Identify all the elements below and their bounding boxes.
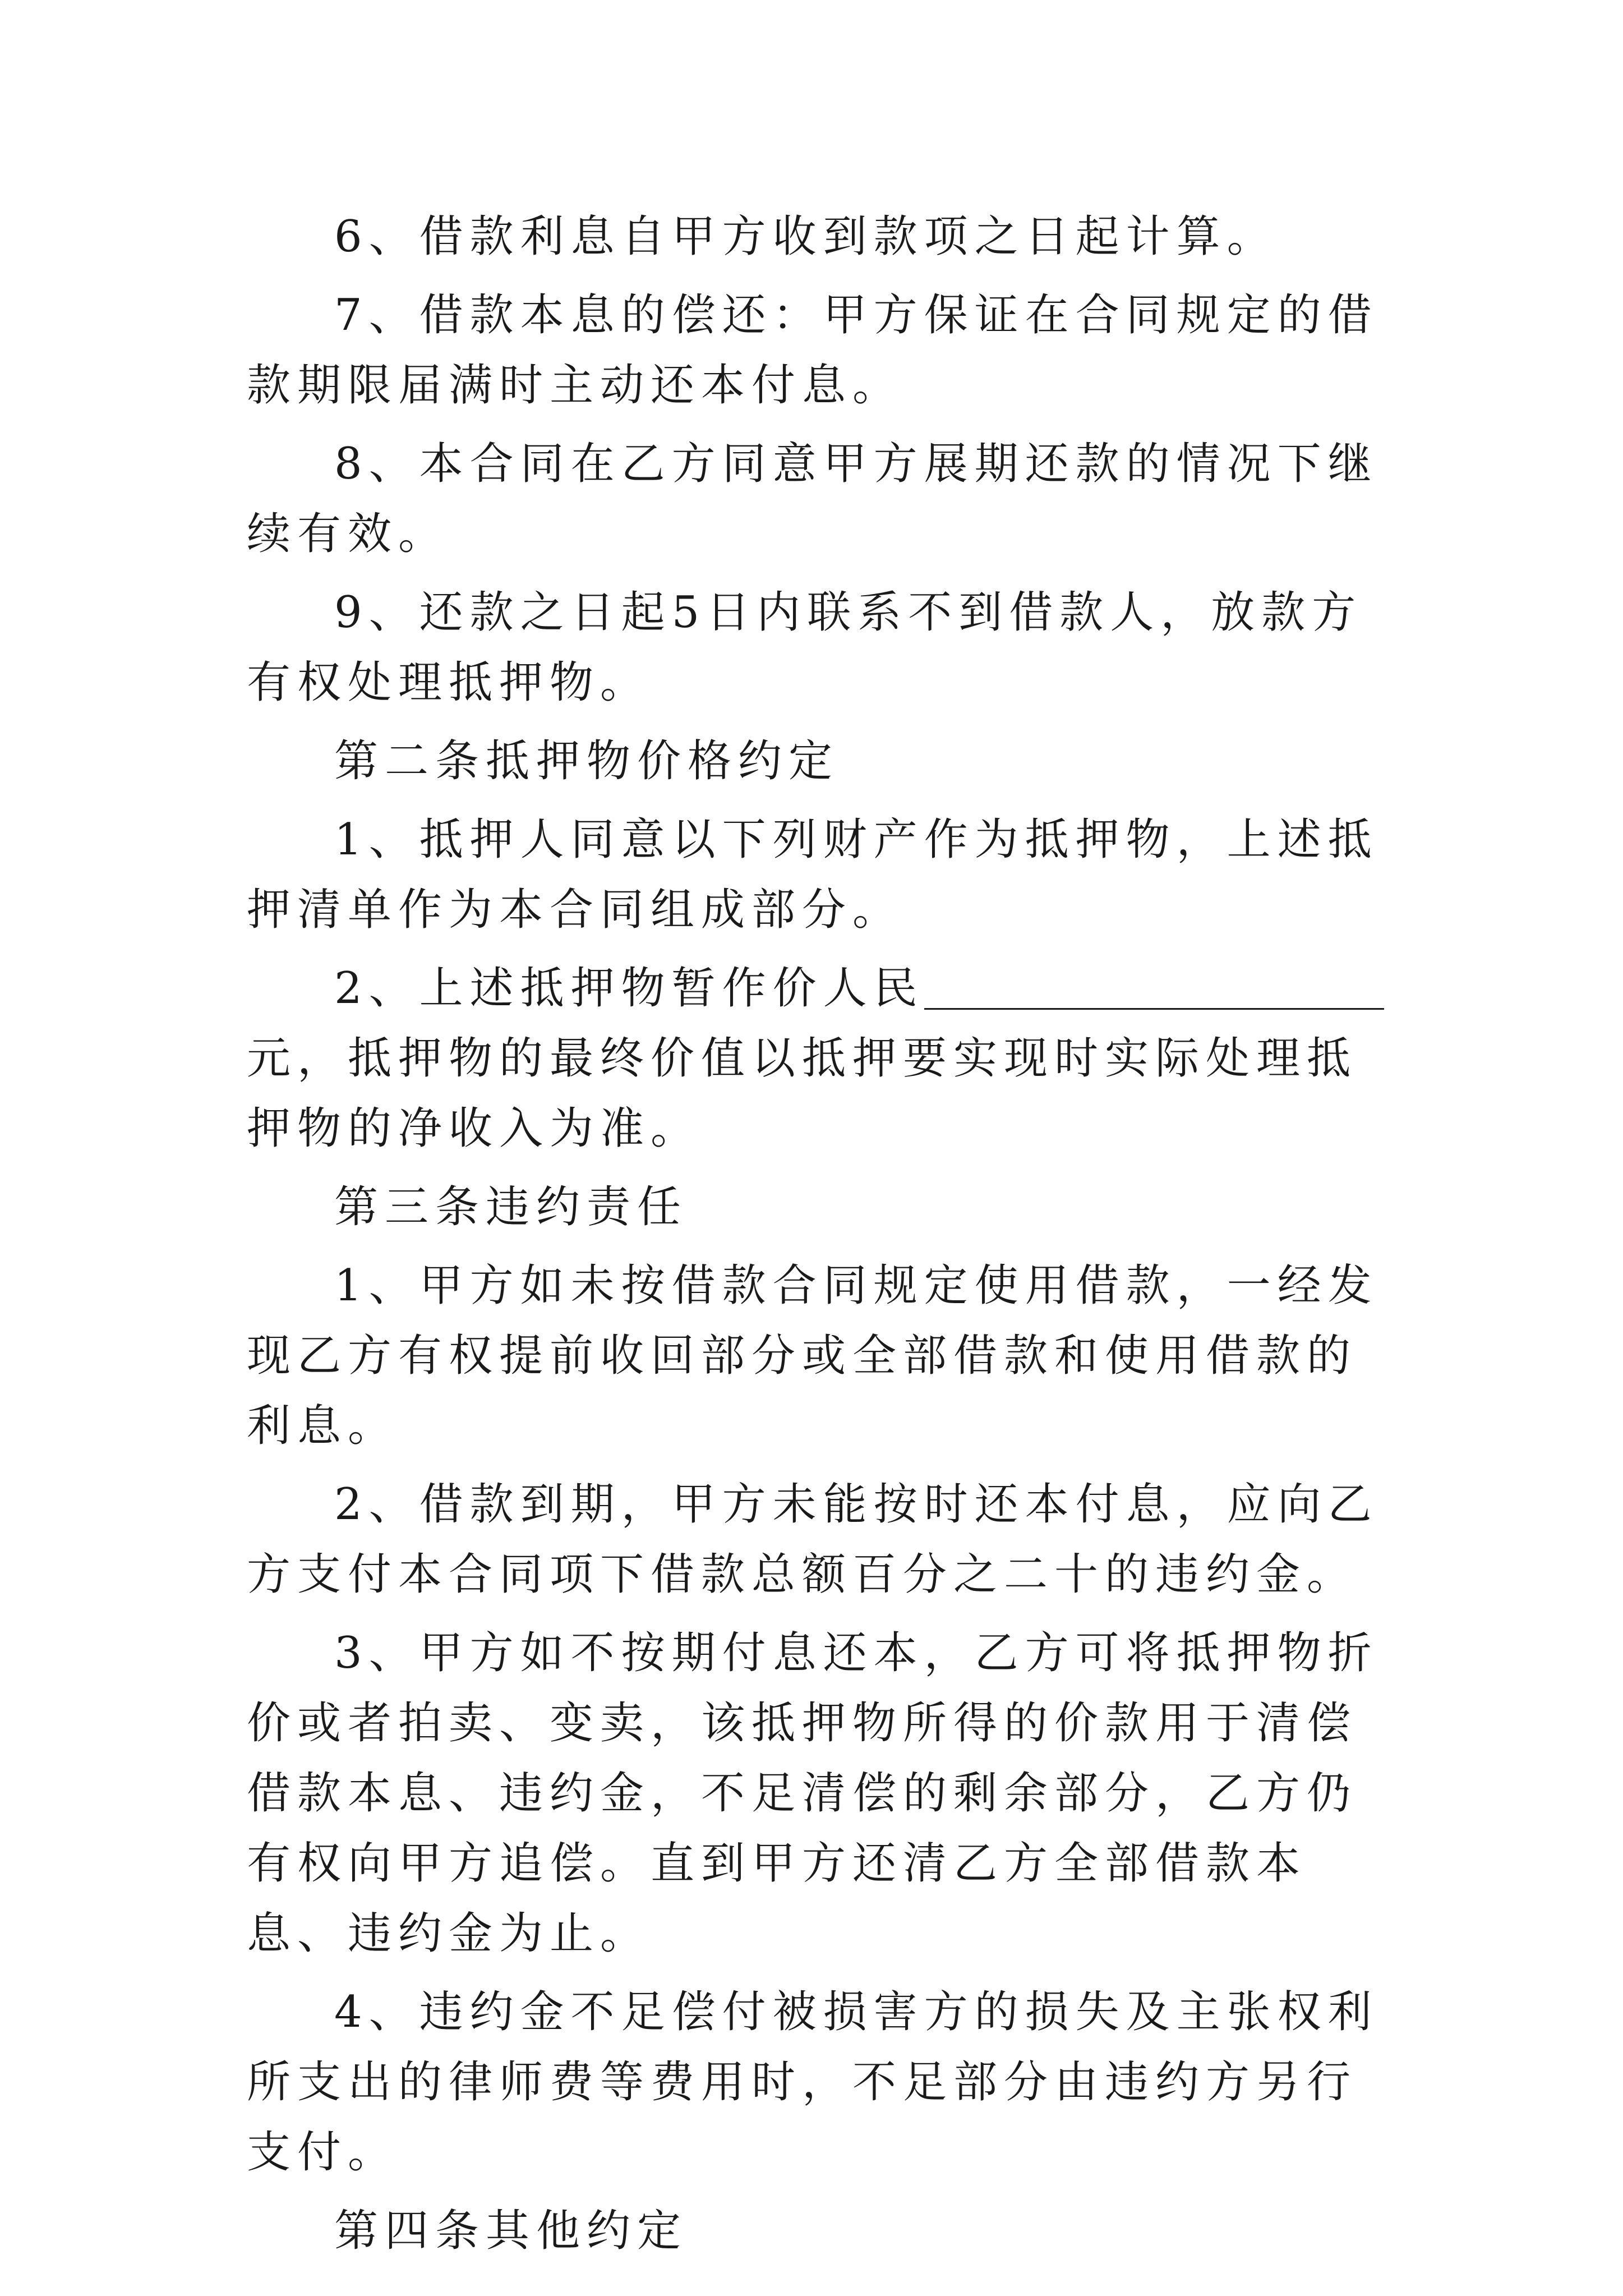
clause-8-extension: 8、本合同在乙方同意甲方展期还款的情况下继续有效。 <box>247 439 1378 559</box>
section-heading-article-4: 第四条其他约定 <box>334 2206 688 2256</box>
section-heading-article-3: 第三条违约责任 <box>334 1182 688 1232</box>
article-2-clause-2 <box>247 954 1385 1164</box>
article-3-clause-3: 3、甲方如不按期付息还本，乙方可将抵押物折价或者拍卖、变卖，该抵押物所得的价款用于清偿借款本息、违约金，不足清偿的剩余部分，乙方仍有权向甲方追偿。直到甲方还清乙方全部借款本息、违约金为止。 <box>247 1628 1378 1959</box>
article-3-clause-1: 1、甲方如未按借款合同规定使用借款，一经发现乙方有权提前收回部分或全部借款和使用借款的利息。 <box>247 1260 1378 1451</box>
article-3-clause-4: 4、违约金不足偿付被损害方的损失及主张权利所支出的律师费等费用时，不足部分由违约方另行支付。 <box>247 1987 1378 2178</box>
price-clause-after: 元，抵押物的最终价值以抵押要实现时实际处理抵押物的净收入为准。 <box>247 1033 1358 1154</box>
document-body <box>247 202 1385 2275</box>
price-blank-line <box>924 964 1384 1010</box>
clause-6-interest-start: 6、借款利息自甲方收到款项之日起计算。 <box>334 211 1278 262</box>
article-2-clause-1: 1、抵押人同意以下列财产作为抵押物，上述抵押清单作为本合同组成部分。 <box>247 815 1378 935</box>
article-3-clause-2: 2、借款到期，甲方未能按时还本付息，应向乙方支付本合同项下借款总额百分之二十的违约金。 <box>247 1479 1378 1600</box>
section-heading-article-2: 第二条抵押物价格约定 <box>334 736 840 786</box>
price-clause-before: 2、上述抵押物暂作价人民 <box>334 963 924 1014</box>
clause-7-repayment: 7、借款本息的偿还：甲方保证在合同规定的借款期限届满时主动还本付息。 <box>247 290 1378 411</box>
clause-9-collateral-disposal: 9、还款之日起5日内联系不到借款人，放款方有权处理抵押物。 <box>247 587 1363 708</box>
